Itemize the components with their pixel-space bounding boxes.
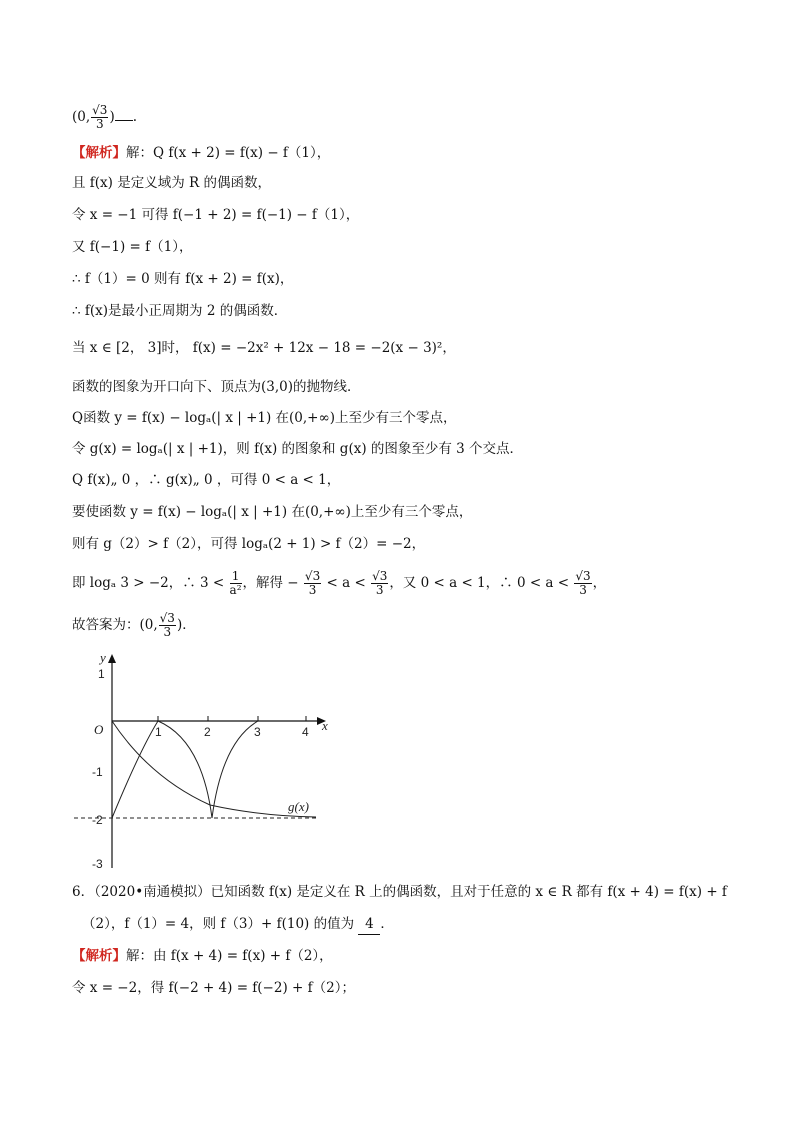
y-tick-label-neg1: -1 — [92, 765, 103, 779]
x-tick-label-4: 4 — [302, 725, 309, 739]
f-curve-0-1 — [112, 721, 158, 818]
frac-num: √3 — [304, 569, 321, 583]
line-3: 且 f(x) 是定义域为 R 的偶函数， — [72, 175, 271, 191]
final-answer-line — [72, 612, 196, 639]
line-5: 又 f(−1) = f（1）， — [72, 239, 193, 255]
analysis-tag: 【解析】 — [72, 948, 126, 964]
frac-num: 1 — [230, 570, 242, 584]
answer-blank: 4 — [358, 914, 380, 935]
text: ，又 0 < a < 1，∴ 0 < a < — [389, 575, 570, 591]
function-graph — [60, 650, 350, 875]
frac-den: 3 — [163, 625, 172, 639]
text: )． — [176, 617, 196, 633]
period: ． — [380, 916, 394, 932]
fraction — [371, 570, 388, 597]
frac-num: √3 — [92, 103, 108, 117]
text: （2），f（1）= 4，则 f（3）+ f(10) 的值为 — [82, 916, 355, 932]
f-curve-2-3 — [212, 721, 258, 818]
question-6-analysis — [72, 946, 333, 966]
fraction — [91, 104, 108, 131]
y-axis-arrow — [108, 654, 116, 663]
period: . — [132, 109, 138, 125]
question-6-line-2 — [82, 914, 394, 935]
frac-den: a² — [229, 583, 242, 597]
fraction — [304, 570, 321, 597]
text: 故答案为：(0, — [72, 617, 158, 633]
frac-den: 3 — [375, 583, 384, 597]
frac-num: √3 — [372, 569, 388, 583]
y-axis-label: y — [100, 650, 106, 665]
line-11: 令 g(x) = logₐ(| x | +1)，则 f(x) 的图象和 g(x) 的图象至少有 3 个交点． — [72, 441, 524, 457]
line-8: 当 x ∈ [2， 3]时， f(x) = −2x² + 12x − 18 = −2(x − 3)²， — [72, 340, 456, 356]
y-tick-label-neg3: -3 — [92, 857, 103, 871]
line-15 — [72, 570, 606, 597]
fraction — [574, 570, 591, 597]
question-6-line-1: 6．（2020•南通模拟）已知函数 f(x) 是定义在 R 上的偶函数，且对于任意的 x ∈ R 都有 f(x + 4) = f(x) + f — [72, 884, 727, 900]
origin-label: O — [94, 722, 104, 737]
line-13: 要使函数 y = f(x) − logₐ(| x | +1) 在(0,+∞)上至少有三个零点， — [72, 504, 473, 520]
y-tick-label-neg2: -2 — [92, 813, 103, 827]
prev-answer-line: (0, $\frac{√3}{3}$ ) . — [72, 103, 138, 131]
question-6-line-4: 令 x = −2，得 f(−2 + 4) = f(−2) + f（2）； — [72, 980, 355, 996]
text: < a < — [326, 575, 366, 591]
frac-den: 3 — [308, 583, 317, 597]
x-tick-label-1: 1 — [155, 725, 162, 739]
x-axis-label: x — [322, 718, 328, 733]
y-tick-label-1: 1 — [98, 667, 105, 681]
analysis-line — [72, 143, 330, 163]
x-tick-label-2: 2 — [204, 725, 211, 739]
text: ， — [592, 575, 607, 591]
x-tick-label-3: 3 — [254, 725, 261, 739]
frac-den: 3 — [95, 117, 104, 131]
fraction — [159, 612, 176, 639]
answer-blank — [115, 120, 133, 121]
line-9: 函数的图象为开口向下、顶点为(3,0)的抛物线． — [72, 379, 361, 395]
text: ，解得 − — [242, 575, 299, 591]
line-10: Q函数 y = f(x) − logₐ(| x | +1) 在(0,+∞)上至少有三个零点， — [72, 410, 457, 426]
text: 即 logₐ 3 > −2，∴ 3 < — [72, 575, 225, 591]
frac-num: √3 — [159, 611, 175, 625]
frac-den: 3 — [579, 583, 587, 597]
line-4: 令 x = −1 可得 f(−1 + 2) = f(−1) − f（1）， — [72, 207, 360, 223]
line-12: Q f(x)„ 0 ，∴ g(x)„ 0 ，可得 0 < a < 1， — [72, 472, 341, 488]
fraction — [230, 570, 242, 597]
analysis-tag: 【解析】 — [72, 145, 126, 161]
analysis-text: 解：由 f(x + 4) = f(x) + f（2）， — [126, 948, 333, 964]
line-6: ∴ f（1）= 0 则有 f(x + 2) = f(x)， — [72, 271, 294, 287]
line-14: 则有 g（2）> f（2），可得 logₐ(2 + 1) > f（2）= −2， — [72, 536, 426, 552]
line-7: ∴ f(x)是最小正周期为 2 的偶函数． — [72, 303, 288, 319]
analysis-text: 解：Q f(x + 2) = f(x) − f（1）， — [126, 145, 331, 161]
g-curve-label: g(x) — [288, 799, 309, 814]
frac-num: √3 — [575, 569, 591, 583]
